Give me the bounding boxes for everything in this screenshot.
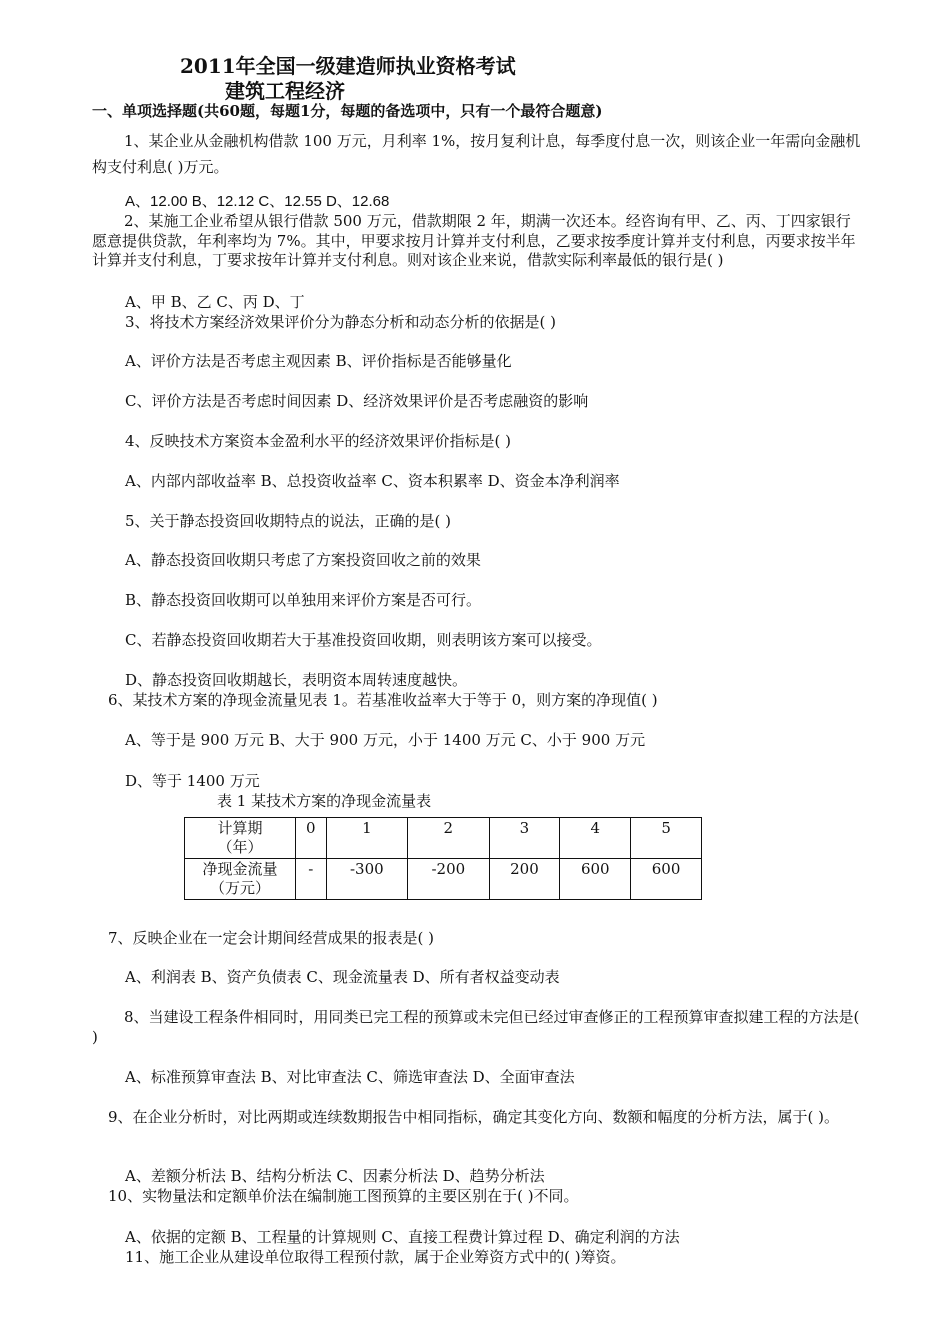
question-10-option-line: A、依据的定额 B、工程量的计算规则 C、直接工程费计算过程 D、确定利润的方法 — [125, 1228, 680, 1246]
table-cell: 200 — [489, 859, 560, 900]
question-11-stem: 11、施工企业从建设单位取得工程预付款，属于企业筹资方式中的( )筹资。 — [125, 1248, 626, 1266]
question-5-option-line: D、静态投资回收期越长，表明资本周转速度越快。 — [125, 671, 468, 689]
question-6-stem: 6、某技术方案的净现金流量见表 1。若基准收益率大于等于 0，则方案的净现值( ) — [108, 691, 658, 709]
title-line-2: 建筑工程经济 — [225, 79, 345, 103]
question-9-stem: 9、在企业分析时，对比两期或连续数期报告中相同指标，确定其变化方向、数额和幅度的分析方法，属于( )。 — [108, 1108, 840, 1126]
question-1-stem: 1、某企业从金融机构借款 100 万元，月利率 1%，按月复利计息，每季度付息一次，则该企业一年需向金融机构支付利息( )万元。 — [92, 132, 861, 176]
table-cell: 计算期 （年） — [185, 818, 296, 859]
question-3-option-line: C、评价方法是否考虑时间因素 D、经济效果评价是否考虑融资的影响 — [125, 392, 589, 410]
question-4-stem: 4、反映技术方案资本金盈利水平的经济效果评价指标是( ) — [125, 432, 512, 450]
question-10-stem: 10、实物量法和定额单价法在编制施工图预算的主要区别在于( )不同。 — [108, 1187, 579, 1205]
question-6-option-line: D、等于 1400 万元 — [125, 772, 260, 790]
title-line-1: 2011年全国一级建造师执业资格考试 — [180, 54, 516, 78]
table-cell: 4 — [560, 818, 631, 859]
question-1-options: A、12.00 B、12.12 C、12.55 D、12.68 — [125, 193, 390, 210]
table-cell: -300 — [326, 859, 407, 900]
table-cell: 600 — [631, 859, 702, 900]
question-5-option-line: A、静态投资回收期只考虑了方案投资回收之前的效果 — [125, 551, 481, 569]
question-5-option-line: B、静态投资回收期可以单独用来评价方案是否可行。 — [125, 591, 482, 609]
table-row — [185, 818, 702, 859]
table-cell: 3 — [489, 818, 560, 859]
question-2-stem: 2、某施工企业希望从银行借款 500 万元，借款期限 2 年，期满一次还本。经咨询有甲、乙、丙、丁四家银行愿意提供贷款，年利率均为 7%。其中，甲要求按月计算并支付利息，乙要求按季度计算并支付利息，丙要求按半年计算并支付利息，丁要求按年计算并支付利息。则对该企业来说，借款实际利率最低的银行是( ) — [92, 212, 856, 269]
section-heading: 一、单项选择题(共60题，每题1分，每题的备选项中，只有一个最符合题意) — [92, 102, 603, 120]
table-cell: 600 — [560, 859, 631, 900]
table-cell: 5 — [631, 818, 702, 859]
table-cell: 2 — [408, 818, 489, 859]
question-7-stem: 7、反映企业在一定会计期间经营成果的报表是( ) — [108, 929, 435, 947]
table-cell: - — [296, 859, 327, 900]
table-cell: 净现金流量 （万元） — [185, 859, 296, 900]
question-6-option-line: A、等于是 900 万元 B、大于 900 万元，小于 1400 万元 C、小于 900 万元 — [125, 731, 646, 749]
question-8-option-line: A、标准预算审查法 B、对比审查法 C、筛选审查法 D、全面审查法 — [125, 1068, 575, 1086]
question-4-option-line: A、内部内部收益率 B、总投资收益率 C、资本积累率 D、资金本净利润率 — [125, 472, 620, 490]
question-5-option-line: C、若静态投资回收期若大于基准投资回收期，则表明该方案可以接受。 — [125, 631, 602, 649]
table-caption: 表 1 某技术方案的净现金流量表 — [217, 792, 432, 810]
question-7-option-line: A、利润表 B、资产负债表 C、现金流量表 D、所有者权益变动表 — [125, 968, 560, 986]
question-2-options: A、甲 B、乙 C、丙 D、丁 — [125, 293, 305, 311]
table-cell: -200 — [408, 859, 489, 900]
table-row — [185, 859, 702, 900]
table-cell: 1 — [326, 818, 407, 859]
question-9-option-line: A、差额分析法 B、结构分析法 C、因素分析法 D、趋势分析法 — [125, 1167, 545, 1185]
table-cell: 0 — [296, 818, 327, 859]
question-8-stem: 8、当建设工程条件相同时，用同类已完工程的预算或未完但已经过审查修正的工程预算审查拟建工程的方法是( ) — [92, 1008, 860, 1046]
question-3-option-line: A、评价方法是否考虑主观因素 B、评价指标是否能够量化 — [125, 352, 512, 370]
question-3-stem: 3、将技术方案经济效果评价分为静态分析和动态分析的依据是( ) — [125, 313, 557, 331]
question-5-stem: 5、关于静态投资回收期特点的说法，正确的是( ) — [125, 512, 452, 530]
cash-flow-table — [184, 817, 702, 900]
